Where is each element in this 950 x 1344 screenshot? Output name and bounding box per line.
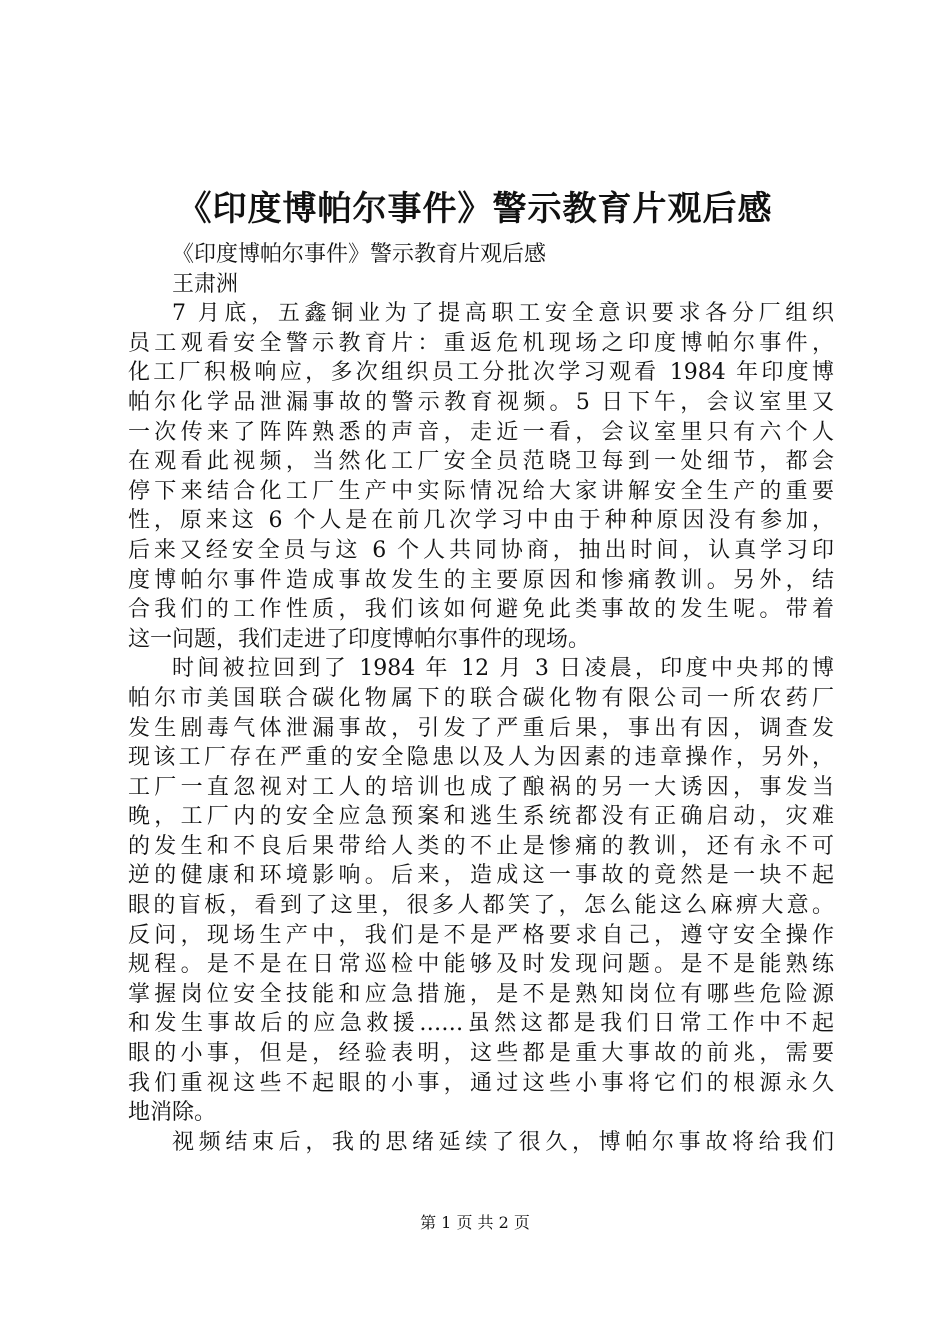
paragraph-line: 和发生事故后的应急救援……虽然这都是我们日常工作中不起: [128, 1011, 834, 1037]
paragraph-line: 度博帕尔事件造成事故发生的主要原因和惨痛教训。另外，结: [128, 567, 834, 593]
paragraph-line: 规程。是不是在日常巡检中能够及时发现问题。是不是能熟练: [128, 952, 834, 978]
subtitle-line: 《印度博帕尔事件》警示教育片观后感: [172, 242, 547, 267]
paragraph-line: 员工观看安全警示教育片：重返危机现场之印度博帕尔事件，: [128, 330, 834, 356]
paragraph-line: 帕尔市美国联合碳化物属下的联合碳化物有限公司一所农药厂: [128, 685, 834, 711]
paragraph-line: 地消除。: [128, 1100, 217, 1126]
paragraph-line: 发生剧毒气体泄漏事故，引发了严重后果，事出有因，调查发: [128, 715, 834, 741]
paragraph-line: 合我们的工作性质，我们该如何避免此类事故的发生呢。带着: [128, 597, 834, 623]
paragraph-line: 我们重视这些不起眼的小事，通过这些小事将它们的根源永久: [128, 1070, 834, 1096]
paragraph-line: 视频结束后，我的思绪延续了很久，博帕尔事故将给我们: [172, 1129, 834, 1155]
paragraph-line: 掌握岗位安全技能和应急措施，是不是熟知岗位有哪些危险源: [128, 981, 834, 1007]
paragraph-line: 性，原来这 6 个人是在前几次学习中由于种种原因没有参加，: [128, 508, 834, 534]
paragraph-line: 7 月底，五鑫铜业为了提高职工安全意识要求各分厂组织: [172, 301, 834, 327]
paragraph-line: 工厂一直忽视对工人的培训也成了酿祸的另一大诱因，事发当: [128, 774, 834, 800]
page-footer: 第 1 页 共 2 页: [420, 1213, 530, 1232]
document-title: 《印度博帕尔事件》警示教育片观后感: [177, 189, 773, 229]
paragraph-line: 的发生和不良后果带给人类的不止是惨痛的教训，还有永不可: [128, 833, 834, 859]
paragraph-line: 一次传来了阵阵熟悉的声音，走近一看，会议室里只有六个人: [128, 419, 834, 445]
paragraph-line: 化工厂积极响应，多次组织员工分批次学习观看 1984 年印度博: [128, 360, 834, 386]
paragraph-line: 晚，工厂内的安全应急预案和逃生系统都没有正确启动，灾难: [128, 804, 834, 830]
paragraph-line: 现该工厂存在严重的安全隐患以及人为因素的违章操作，另外，: [128, 745, 834, 771]
paragraph-line: 眼的小事，但是，经验表明，这些都是重大事故的前兆，需要: [128, 1041, 834, 1067]
paragraph-line: 逆的健康和环境影响。后来，造成这一事故的竟然是一块不起: [128, 863, 834, 889]
paragraph-line: 时间被拉回到了 1984 年 12 月 3 日凌晨，印度中央邦的博: [172, 656, 834, 682]
author-line: 王肃洲: [172, 271, 239, 297]
paragraph-line: 后来又经安全员与这 6 个人共同协商，抽出时间，认真学习印: [128, 537, 834, 563]
paragraph-line: 这一问题，我们走进了印度博帕尔事件的现场。: [128, 626, 591, 652]
document-body: [128, 240, 834, 1157]
paragraph-line: 眼的盲板，看到了这里，很多人都笑了，怎么能这么麻痹大意。: [128, 893, 834, 919]
paragraph-line: 帕尔化学品泄漏事故的警示教育视频。5 日下午，会议室里又: [128, 389, 834, 415]
paragraph-line: 在观看此视频，当然化工厂安全员范晓卫每到一处细节，都会: [128, 449, 834, 475]
paragraph-line: 反问，现场生产中，我们是不是严格要求自己，遵守安全操作: [128, 922, 834, 948]
paragraph-line: 停下来结合化工厂生产中实际情况给大家讲解安全生产的重要: [128, 478, 834, 504]
